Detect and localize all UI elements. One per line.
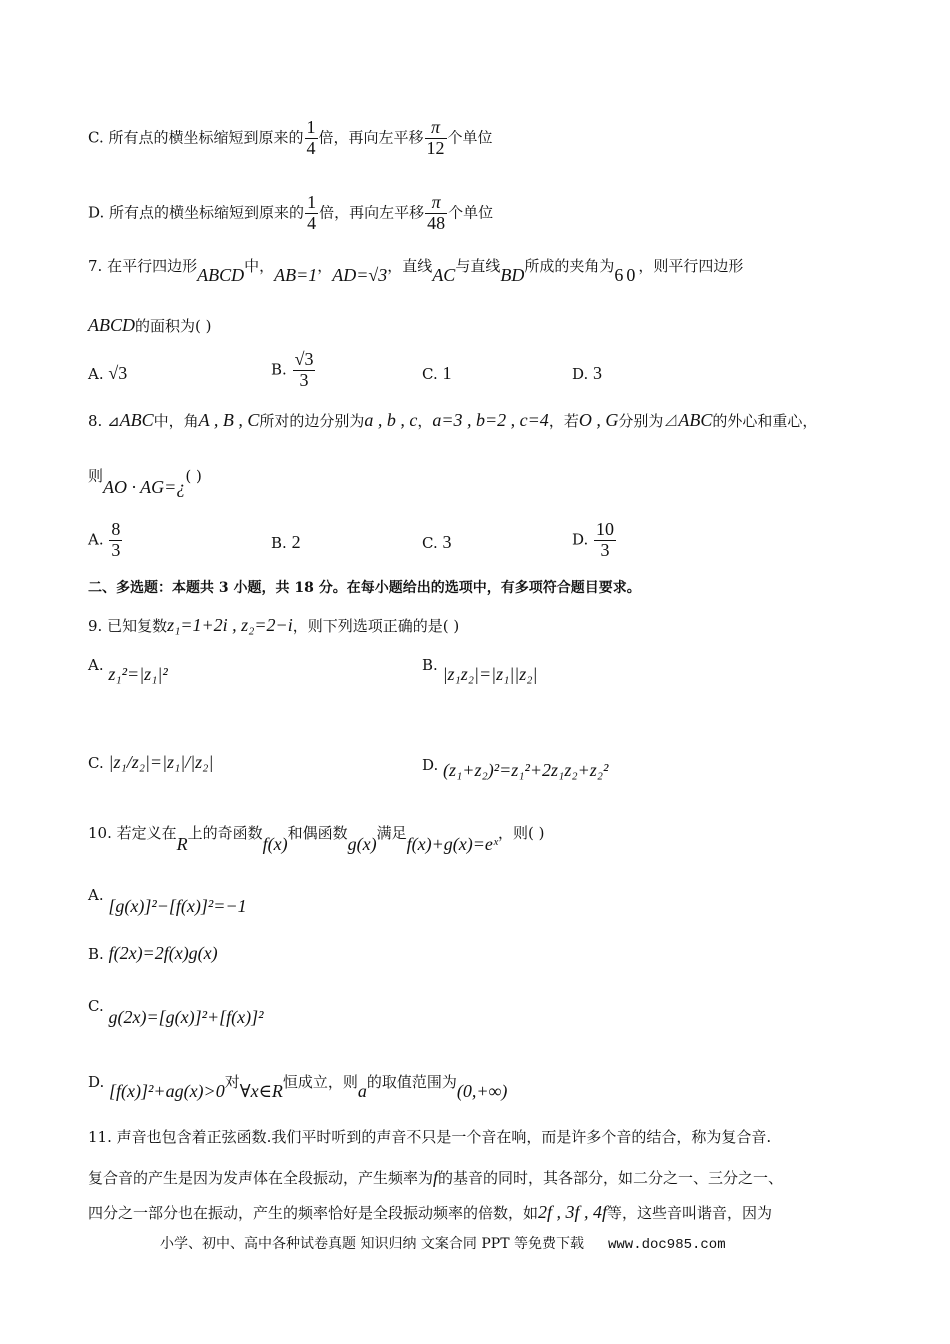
option-10c[interactable]	[88, 996, 264, 1027]
option-value: [f(x)]²+ag(x)>0	[109, 1081, 225, 1101]
option-label: D.	[572, 365, 589, 383]
fraction	[109, 520, 122, 561]
fraction-den: 48	[427, 212, 446, 233]
option-10d[interactable]	[88, 1072, 508, 1101]
fraction-den: 3	[299, 369, 309, 390]
question-text: ，	[317, 257, 333, 275]
option-10b[interactable]	[88, 944, 218, 962]
fraction	[305, 118, 318, 159]
question-text: 四分之一部分也在振动，产生的频率恰好是全段振动频率的倍数，如	[88, 1204, 539, 1222]
option-label: C.	[88, 128, 104, 147]
option-label: D.	[422, 756, 439, 774]
footer-text: 小学、初中、高中各种试卷真题 知识归纳 文案合同 PPT 等免费下载	[160, 1236, 584, 1252]
option-label: D.	[88, 203, 105, 222]
fraction-num: π	[425, 193, 447, 214]
question-8-stem	[88, 411, 817, 429]
option-text: 对	[224, 1073, 240, 1091]
math: a=3 , b=2 , c=4	[432, 410, 549, 430]
option-label: B.	[271, 360, 287, 379]
fraction	[425, 118, 447, 159]
question-text: 上的奇函数	[187, 824, 263, 842]
option-label: A.	[88, 365, 104, 383]
math: AB=1	[274, 265, 318, 285]
fraction	[594, 520, 616, 561]
option-8b[interactable]	[271, 533, 301, 551]
math: g(x)	[347, 834, 377, 854]
option-8d[interactable]	[572, 520, 617, 561]
option-value: 3	[442, 532, 452, 552]
question-text: 10. 若定义在	[88, 824, 177, 842]
option-label: D.	[88, 1073, 105, 1091]
fraction-den: 4	[307, 212, 317, 233]
math: R	[176, 834, 188, 854]
question-text: 所对的边分别为	[259, 412, 365, 430]
option-6c	[88, 118, 493, 159]
option-text: 倍，再向左平移	[318, 128, 424, 147]
question-text: 满足	[376, 824, 407, 842]
math: 60	[614, 265, 639, 285]
math: ABC	[119, 410, 154, 430]
option-value: |z₁/z₂|=|z₁|/|z₂|	[108, 752, 214, 772]
question-11-line-2	[88, 1168, 783, 1186]
option-label: A.	[88, 656, 104, 674]
option-text: 恒成立，则	[282, 1073, 358, 1091]
section-heading: 二、多选题：本题共 3 小题，共 18 分。在每小题给出的选项中，有多项符合题目要求。	[88, 580, 641, 596]
option-8a[interactable]	[88, 520, 123, 561]
question-10-stem	[88, 823, 545, 854]
option-label: A.	[88, 530, 104, 549]
question-text: 8. ⊿	[88, 412, 120, 430]
option-value: (0,+∞)	[456, 1081, 508, 1101]
option-value: √3	[108, 363, 128, 383]
math: O , G	[578, 410, 619, 430]
question-7-stem-2	[88, 316, 211, 334]
option-9d[interactable]	[422, 755, 609, 780]
math: ABCD	[88, 315, 135, 335]
math: ABC	[678, 410, 713, 430]
question-text: 的基音的同时，其各部分，如二分之一、三分之一、	[438, 1169, 784, 1187]
option-value: f(2x)=2f(x)g(x)	[108, 943, 218, 963]
option-text: 所有点的横坐标缩短到原来的	[108, 128, 304, 147]
fraction-num: 1	[306, 117, 316, 137]
question-text: 和偶函数	[287, 824, 348, 842]
question-7-stem	[88, 256, 744, 285]
option-value: [g(x)]²−[f(x)]²=−1	[108, 896, 247, 916]
option-text: 个单位	[448, 203, 494, 222]
math: ABCD	[197, 265, 245, 285]
option-label: C.	[88, 997, 104, 1015]
math: BD	[500, 265, 525, 285]
option-9b[interactable]	[422, 655, 538, 684]
question-text: 与直线	[455, 257, 501, 275]
question-text: ，若	[548, 412, 579, 430]
option-value: z₁²=|z₁|²	[108, 664, 168, 684]
question-8-stem-2	[88, 466, 202, 497]
option-label: D.	[572, 530, 589, 549]
option-value: g(2x)=[g(x)]²+[f(x)]²	[108, 1007, 264, 1027]
option-label: C.	[422, 365, 438, 383]
fraction-num: 10	[596, 519, 615, 539]
fraction-num: 1	[307, 192, 317, 212]
option-9a[interactable]	[88, 655, 168, 684]
math: z₁=1+2i , z₂=2−i	[167, 615, 293, 635]
question-text: 则	[88, 467, 104, 485]
fraction	[425, 193, 447, 234]
question-9-stem	[88, 616, 459, 634]
question-11-line-1: 11. 声音也包含着正弦函数.我们平时听到的声音不只是一个音在响，而是许多个音的结合，称为复合音.	[88, 1128, 772, 1146]
question-text: 的面积为( )	[135, 317, 212, 335]
option-text: 所有点的横坐标缩短到原来的	[109, 203, 305, 222]
math: a , b , c	[364, 410, 418, 430]
option-label: C.	[422, 534, 438, 552]
fraction-den: 3	[600, 539, 610, 560]
fraction-num: π	[425, 118, 447, 139]
math: AD=√3	[332, 265, 388, 285]
question-text: ，则( )	[497, 824, 545, 842]
question-text: 中，	[244, 257, 275, 275]
math: f(x)+g(x)=eˣ	[406, 834, 498, 854]
math: AC	[432, 265, 456, 285]
fraction-den: 3	[111, 539, 121, 560]
option-7a[interactable]	[88, 364, 127, 382]
option-value: 2	[291, 532, 301, 552]
option-label: B.	[88, 945, 104, 963]
footer-link[interactable]: www.doc985.com	[607, 1237, 726, 1253]
fraction-den: 4	[306, 137, 316, 158]
option-label: A.	[88, 886, 104, 904]
question-text: 等，这些音叫谐音，因为	[607, 1204, 773, 1222]
option-7b[interactable]	[271, 350, 316, 391]
question-text: 9. 已知复数	[88, 617, 168, 635]
question-text: ，	[417, 412, 433, 430]
math: 2f , 3f , 4f	[538, 1202, 608, 1222]
fraction	[293, 350, 316, 391]
question-text: 中，角	[153, 412, 199, 430]
question-11-line-3	[88, 1203, 772, 1221]
option-10a[interactable]	[88, 885, 247, 916]
option-label: B.	[422, 656, 438, 674]
question-text: 所成的夹角为	[524, 257, 615, 275]
option-label: B.	[271, 534, 287, 552]
question-text: ，直线	[387, 257, 433, 275]
option-value: a	[357, 1081, 367, 1101]
option-value: (z₁+z₂)²=z₁²+2z₁z₂+z₂²	[443, 760, 609, 780]
question-text: 7. 在平行四边形	[88, 257, 198, 275]
option-7c[interactable]	[422, 364, 452, 382]
option-text: 倍，再向左平移	[319, 203, 425, 222]
fraction	[305, 193, 318, 234]
question-text: ，则下列选项正确的是( )	[292, 617, 460, 635]
question-text: 的外心和重心，	[712, 412, 818, 430]
fraction-den: 12	[426, 137, 445, 158]
option-text: 的取值范围为	[366, 1073, 457, 1091]
math: A , B , C	[198, 410, 260, 430]
fraction-num: 8	[111, 519, 121, 539]
question-text: ( )	[185, 467, 202, 485]
option-value: 3	[593, 363, 603, 383]
option-7d[interactable]	[572, 364, 602, 382]
option-6d	[88, 193, 493, 234]
option-value: 1	[442, 363, 452, 383]
option-label: C.	[88, 754, 104, 772]
page-footer	[160, 1233, 726, 1253]
math: f(x)	[262, 834, 288, 854]
option-8c[interactable]	[422, 533, 452, 551]
option-text: 个单位	[447, 128, 493, 147]
math: f	[433, 1167, 439, 1187]
question-text: ，则平行四边形	[638, 257, 744, 275]
option-9c[interactable]	[88, 753, 213, 771]
question-text: 复合音的产生是因为发声体在全段振动，产生频率为	[88, 1169, 434, 1187]
option-value: |z₁z₂|=|z₁||z₂|	[442, 664, 538, 684]
fraction-num: √3	[294, 349, 314, 369]
option-value: ∀x∈R	[239, 1081, 283, 1101]
math: AO · AG=¿	[103, 477, 186, 497]
question-text: 分别为⊿	[618, 412, 679, 430]
